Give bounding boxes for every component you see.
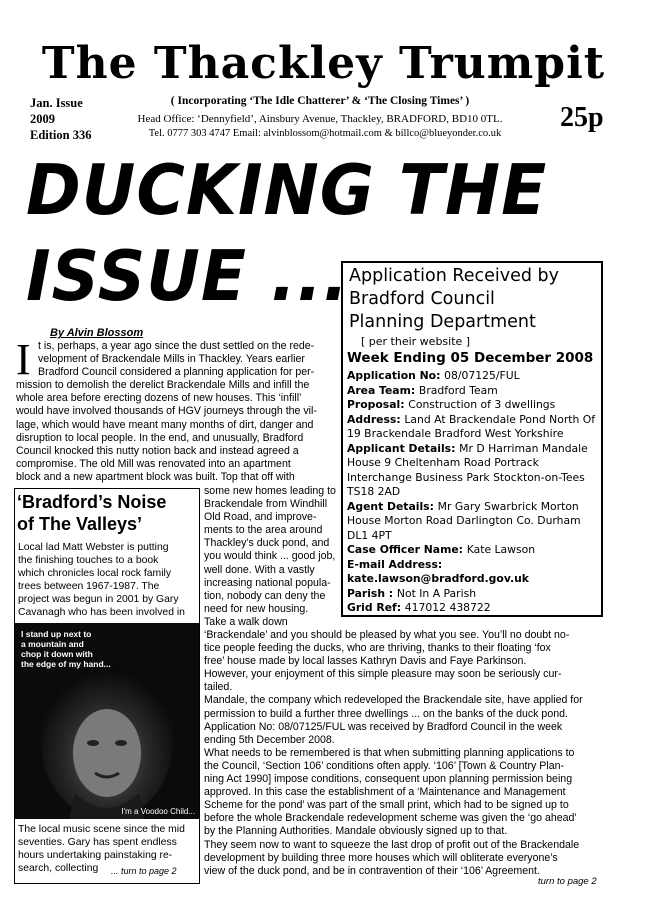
sidebar-line: Local lad Matt Webster is putting <box>18 542 169 553</box>
planning-row <box>347 413 597 442</box>
article-line: you would think ... good job, <box>204 550 336 563</box>
sidebar-title-line: ‘Bradford’s Noise <box>17 492 167 512</box>
photo-quote-line: the edge of my hand... <box>21 659 111 669</box>
planning-week: Week Ending 05 December 2008 <box>347 350 594 366</box>
article-line: permission to build a further three dwellings ... on the banks of the duck pond. <box>204 707 568 720</box>
planning-title-line: Application Received by <box>349 266 559 286</box>
article-line: before the whole Brackendale redevelopment scheme was given the ‘go ahead’ <box>204 812 577 825</box>
article-line: Council knocked this nutty notion back and instead agreed a <box>16 444 299 457</box>
article-line: What needs to be remembered is that when submitting planning applications to <box>204 746 575 759</box>
article-line: Brackendale from Windhill <box>204 498 328 511</box>
article-line: would have involved thousands of HGV journeys through the vil- <box>16 405 317 418</box>
photo-quote <box>21 629 111 669</box>
article-line: tice people feeding the ducks, who are thriving, thanks to their floating ‘fox <box>204 642 551 655</box>
planning-row-label: Grid Ref: <box>347 601 405 614</box>
headline-line-2: ISSUE ... <box>26 236 350 317</box>
article-line: by the Planning Authorities. Mandale obviously signed up to that. <box>204 825 508 838</box>
article-line: free’ house made by local lasses Kathryn Davis and Faye Parkinson. <box>204 655 527 668</box>
photo-quote-line: chop it down with <box>21 649 93 659</box>
planning-source: [ per their website ] <box>361 335 471 348</box>
article-line: increasing national popula- <box>204 576 331 589</box>
sidebar-noise-of-valleys <box>14 488 200 884</box>
planning-row-label: Application No: <box>347 369 445 382</box>
planning-row-value: Land At Brackendale Pond North Of 19 Brackendale Bradford West Yorkshire <box>347 412 596 440</box>
planning-row-label: Applicant Details: <box>347 441 460 455</box>
article-line: some new homes leading to <box>204 485 336 497</box>
planning-row-label: E-mail Address: <box>347 557 443 571</box>
article-line: velopment of Brackendale Mills in Thackley. Years earlier <box>38 353 305 366</box>
article-line: the Council, ‘Section 106’ conditions often apply. ‘106’ [Town & Country Plan- <box>204 759 564 772</box>
issue-year: 2009 <box>30 112 55 126</box>
article-line: They seem now to want to squeeze the last drop of profit out of the Brackendale <box>204 838 580 851</box>
issue-label: Jan. Issue <box>30 96 83 110</box>
planning-box-title <box>349 265 559 334</box>
planning-row-label: Area Team: <box>347 383 419 397</box>
planning-row <box>347 500 597 544</box>
planning-row-value: 417012 438722 <box>404 601 491 614</box>
hendrix-photo <box>15 623 199 819</box>
article-line: Bradford Council considered a planning application for per- <box>38 366 315 379</box>
article-line: Take a walk down <box>204 615 288 628</box>
planning-title-line: Planning Department <box>349 312 536 332</box>
article-narrow-column <box>204 485 340 629</box>
article-line: whole area before erecting dozens of new houses. This ‘infill’ <box>16 392 302 405</box>
planning-row <box>347 369 597 384</box>
planning-details <box>347 369 597 616</box>
article-line: disruption to local people. In the end, and unusually, Bradford <box>16 431 304 444</box>
sidebar-body <box>18 541 196 619</box>
planning-row <box>347 442 597 500</box>
photo-caption: I'm a Voodoo Child... <box>121 807 195 816</box>
planning-row-value: Mr D Harriman Mandale House 9 Cheltenham Road Portrack Interchange Business Park Stockton-on-Tees TS18 2AD <box>347 441 588 498</box>
planning-row-label: Address: <box>347 412 405 426</box>
planning-row-label: Parish : <box>347 586 397 600</box>
sidebar-title <box>17 491 166 535</box>
incorporating-line: ( Incorporating ‘The Idle Chatterer’ & ‘The Closing Times’ ) <box>170 95 470 107</box>
article-line: block and a new apartment block was built. Top that off with <box>16 470 295 483</box>
article-line: Mandale, the company which redeveloped the Brackendale site, have applied for <box>204 694 583 707</box>
photo-quote-line: I stand up next to <box>21 629 92 639</box>
article-line: compromise. The old Mill was renovated into an apartment <box>16 457 291 470</box>
article-line: need for new housing. <box>204 602 309 615</box>
headline-line-1: DUCKING THE <box>26 150 548 231</box>
sidebar-line: hours undertaking painstaking re- <box>18 850 173 861</box>
article-line: tion, nobody can deny the <box>204 589 326 602</box>
sidebar-line: search, collecting <box>18 863 99 874</box>
planning-row-value: 08/07125/FUL <box>444 369 520 382</box>
article-line: ments to the area around <box>204 524 323 537</box>
article-line: mission to demolish the derelict Brackendale Mills and infill the <box>16 379 310 392</box>
article-line: However, your enjoyment of this simple pleasure may soon be seriously cur- <box>204 668 562 681</box>
planning-row <box>347 543 597 558</box>
masthead-title: The Thackley Trumpit <box>41 38 606 89</box>
article-line: ‘Brackendale’ and you should be pleased by what you see. You’ll no doubt no- <box>204 629 570 641</box>
sidebar-line: which chronicles local rock family <box>18 568 172 579</box>
article-line: well done. With a vastly <box>204 563 315 576</box>
sidebar-line: the finishing touches to a book <box>18 555 159 566</box>
contact-details: Tel. 0777 303 4747 Email: alvinblossom@hotmail.com & billco@blueyonder.co.uk <box>148 128 502 139</box>
planning-row-label: Agent Details: <box>347 499 438 513</box>
head-office-address: Head Office: ‘Dennyfield’, Ainsbury Avenue, Thackley, BRADFORD, BD10 0TL. <box>137 113 503 125</box>
article-line: tailed. <box>204 681 233 694</box>
planning-row-value: Construction of 3 dwellings <box>408 398 556 411</box>
article-line: Application No: 08/07125/FUL was received by Bradford Council in the week <box>204 720 563 733</box>
sidebar-line: trees between 1967-1987. The <box>18 581 160 592</box>
planning-row-value: Bradford Team <box>418 383 498 397</box>
planning-row-label: Case Officer Name: <box>347 543 467 556</box>
planning-title-line: Bradford Council <box>349 289 495 309</box>
article-line: approved. In this case the establishment of a ‘Maintenance and Management <box>204 786 566 799</box>
planning-row-label: Proposal: <box>347 398 409 411</box>
sidebar-title-line: of The Valleys’ <box>17 514 143 534</box>
planning-row <box>347 601 597 616</box>
article-turn-page: turn to page 2 <box>538 876 597 887</box>
sidebar-line: Cavanagh who has been involved in <box>18 607 185 618</box>
article-line: t is, perhaps, a year ago since the dust settled on the rede- <box>38 340 315 352</box>
article-line: Old Road, and improve- <box>204 511 317 524</box>
planning-application-box <box>341 261 603 617</box>
planning-row <box>347 558 597 587</box>
sidebar-turn-page: ... turn to page 2 <box>111 866 177 876</box>
article-line: lage, which would have meant many months of dirt, danger and <box>16 418 314 431</box>
price: 25p <box>560 102 604 133</box>
planning-row-value: Mr Gary Swarbrick Morton House Morton Road Darlington Co. Durham DL1 4PT <box>347 499 581 542</box>
planning-row <box>347 587 597 602</box>
article-line: ending 5th December 2008. <box>204 733 335 746</box>
article-line: Scheme for the pond’ was part of the small print, which had to be signed up to <box>204 799 569 812</box>
edition-number: Edition 336 <box>30 128 92 142</box>
planning-row <box>347 384 597 399</box>
article-wide-column <box>204 629 604 878</box>
planning-row-value: kate.lawson@bradford.gov.uk <box>347 572 529 585</box>
planning-row <box>347 398 597 413</box>
drop-cap: I <box>16 335 31 384</box>
byline: By Alvin Blossom <box>50 327 144 339</box>
planning-row-value: Not In A Parish <box>396 586 477 600</box>
article-line: view of the duck pond, and be in contravention of their ‘106’ Agreement. <box>204 864 540 877</box>
article-paragraph-1 <box>16 335 340 484</box>
sidebar-line: The local music scene since the mid <box>18 824 185 835</box>
sidebar-line: project was begun in 2001 by Gary <box>18 594 179 605</box>
planning-row-value: Kate Lawson <box>466 543 536 556</box>
article-line: development by building three more houses which will obliterate everyone’s <box>204 851 558 864</box>
article-line: Thackley’s duck pond, and <box>204 537 330 550</box>
article-line: ning Act 1990] impose conditions, consequent upon planning permission being <box>204 773 573 786</box>
photo-quote-line: a mountain and <box>21 639 84 649</box>
sidebar-line: seventies. Gary has spent endless <box>18 837 177 848</box>
